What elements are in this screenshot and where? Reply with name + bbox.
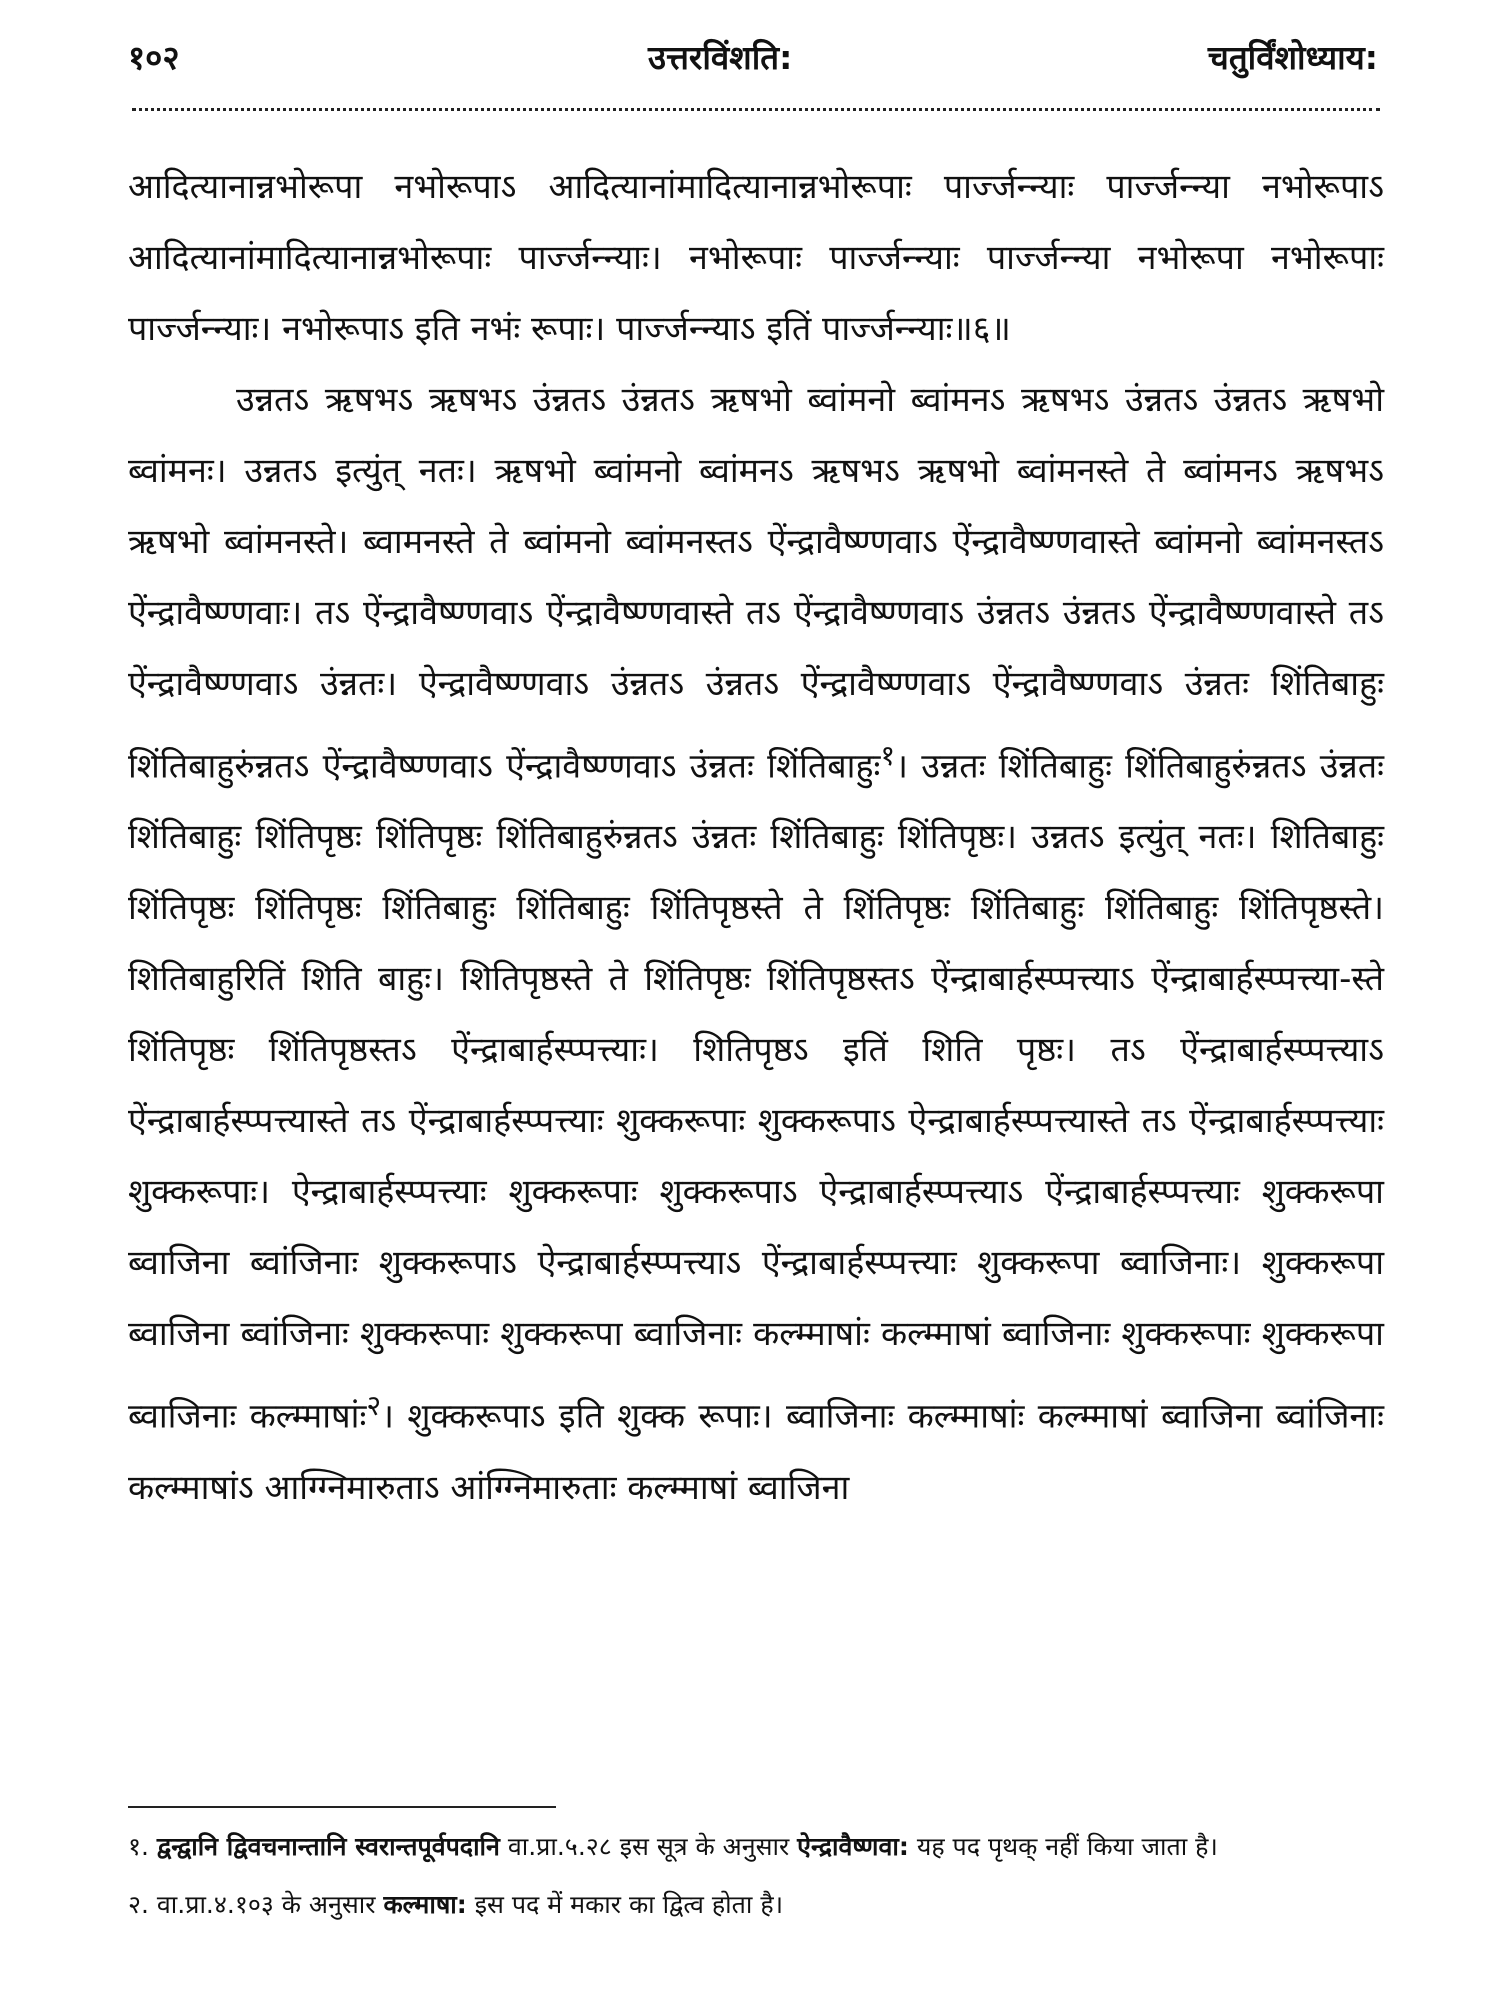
page-number: १०२ [128, 38, 180, 77]
footnotes [128, 1824, 1384, 1928]
footnote-2-term: कल्माषा: [383, 1890, 467, 1919]
footnote-1-sutra: द्वन्द्वानि द्विवचनान्तानि स्वरान्तपूर्वपदानि [156, 1832, 500, 1861]
footnote-1 [128, 1824, 1384, 1870]
running-title-center: उत्तरविंशति: [648, 38, 793, 77]
running-header [128, 28, 1378, 88]
dotted-separator [132, 108, 1380, 111]
footnote-1-number: १. [128, 1832, 149, 1861]
footnote-2 [128, 1882, 1384, 1928]
paragraph-2-part-b: । उन्नतः शिंतिबाहुः शिंतिबाहुरुंन्नतऽ उंन्नतः शिंतिबाहुः शिंतिपृष्ठः शिंतिपृष्ठः शिंतिबाहुरुंन्नतऽ उंन्नतः शिंतिबाहुः शिंतिपृष्ठः। उन्नतऽ इत्युंत् नतः। शितिबाहुः शिंतिपृष्ठः शिंतिपृष्ठः शिंतिबाहुः शिंतिबाहुः शिंतिपृष्ठस्ते ते शिंतिपृष्ठः शिंतिबाहुः शिंतिबाहुः शिंतिपृष्ठस्ते। शितिबाहुरितिं शिति बाहुः। शितिपृष्ठस्ते ते शिंतिपृष्ठः शिंतिपृष्ठस्तऽ ऐंन्द्राबार्हस्प्पत्त्याऽ ऐंन्द्राबार्हस्प्पत्त्या-स्ते शिंतिपृष्ठः शिंतिपृष्ठस्तऽ ऐंन्द्राबार्हस्प्पत्त्याः। शितिपृष्ठऽ इतिं शिति पृष्ठः। तऽ ऐंन्द्राबार्हस्प्पत्त्याऽ ऐंन्द्राबार्हस्प्पत्त्यास्ते तऽ ऐंन्द्राबार्हस्प्पत्त्याः शुक्करूपाः शुक्करूपाऽ ऐन्द्राबार्हस्प्पत्त्यास्ते तऽ ऐंन्द्राबार्हस्प्पत्त्याः शुक्करूपाः। ऐन्द्राबार्हस्प्पत्त्याः शुक्करूपाः शुक्करूपाऽ ऐन्द्राबार्हस्प्पत्त्याऽ ऐंन्द्राबार्हस्प्पत्त्याः शुक्करूपा ब्वाजिना ब्वांजिनाः शुक्करूपाऽ ऐन्द्राबार्हस्प्पत्त्याऽ ऐंन्द्राबार्हस्प्पत्त्याः शुक्करूपा ब्वाजिनाः। शुक्करूपा ब्वाजिना ब्वांजिनाः शुक्करूपाः शुक्करूपा ब्वाजिनाः कल्म्माषांः कल्म्माषां ब्वाजिनाः शुक्करूपाः शुक्करूपा ब्वाजिनाः कल्म्माषांः [128, 746, 1385, 1437]
footnote-2-reference: वा.प्रा.४.१०३ के अनुसार [156, 1890, 376, 1919]
running-title-right: चतुर्विंशोध्याय: [1207, 38, 1378, 77]
footnote-1-term: ऐन्द्रावैष्णवा: [797, 1832, 909, 1861]
main-text [128, 152, 1384, 1524]
footnote-2-remark: इस पद में मकार का द्वित्व होता है। [474, 1890, 784, 1919]
footnote-marker-1[interactable]: १ [880, 739, 896, 772]
footnote-rule [128, 1806, 556, 1808]
paragraph-1: आदित्यानान्नभोरूपा नभोरूपाऽ आदित्यानांमादित्यानान्नभोरूपाः पार्ज्जन्न्याः पार्ज्जन्न्या नभोरूपाऽ आदित्यानांमादित्यानान्नभोरूपाः पार्ज्जन्न्याः। नभोरूपाः पार्ज्जन्न्याः पार्ज्जन्न्या नभोरूपा नभोरूपाः पार्ज्जन्न्याः। नभोरूपाऽ इति नभंः रूपाः। पार्ज्जन्न्याऽ इतिं पार्ज्जन्न्याः॥६॥ [128, 167, 1384, 349]
paragraph-2-part-a: उन्नतऽ ऋषभऽ ऋषभऽ उंन्नतऽ उंन्नतऽ ऋषभो ब्वांमनो ब्वांमनऽ ऋषभऽ उंन्नतऽ उंन्नतऽ ऋषभो ब्वांमनः। उन्नतऽ इत्युंत् नतः। ऋषभो ब्वांमनो ब्वांमनऽ ऋषभऽ ऋषभो ब्वांमनस्ते ते ब्वांमनऽ ऋषभऽ ऋषभो ब्वांमनस्ते। ब्वामनस्ते ते ब्वांमनो ब्वांमनस्तऽ ऐंन्द्रावैष्ण्णवाऽ ऐंन्द्रावैष्ण्णवास्ते ब्वांमनो ब्वांमनस्तऽ ऐंन्द्रावैष्ण्णवाः। तऽ ऐंन्द्रावैष्ण्णवाऽ ऐंन्द्रावैष्ण्णवास्ते तऽ ऐंन्द्रावैष्ण्णवाऽ उंन्नतऽ उंन्नतऽ ऐंन्द्रावैष्ण्णवास्ते तऽ ऐंन्द्रावैष्ण्णवाऽ उंन्नतः। ऐन्द्रावैष्ण्णवाऽ उंन्नतऽ उंन्नतऽ ऐंन्द्रावैष्ण्णवाऽ ऐंन्द्रावैष्ण्णवाऽ उंन्नतः शिंतिबाहुः शिंतिबाहुरुंन्नतऽ ऐंन्द्रावैष्ण्णवाऽ ऐंन्द्रावैष्ण्णवाऽ उंन्नतः शिंतिबाहुः [128, 380, 1384, 787]
footnote-1-remark: यह पद पृथक् नहीं किया जाता है। [916, 1832, 1218, 1861]
footnote-marker-2[interactable]: २ [366, 1389, 382, 1423]
footnote-2-number: २. [128, 1890, 149, 1919]
paragraph-2-part-c: । शुक्करूपाऽ इति शुक्क रूपाः। ब्वाजिनाः कल्म्माषांः कल्म्माषां ब्वाजिना ब्वांजिनाः कल्म्माषांऽ आग्ग्निमारुताऽ आंग्ग्निमारुताः कल्म्माषां ब्वाजिना [128, 1396, 1384, 1508]
paragraph-2 [128, 365, 1384, 1524]
footnote-1-reference: वा.प्रा.५.२८ इस सूत्र के अनुसार [507, 1832, 790, 1861]
